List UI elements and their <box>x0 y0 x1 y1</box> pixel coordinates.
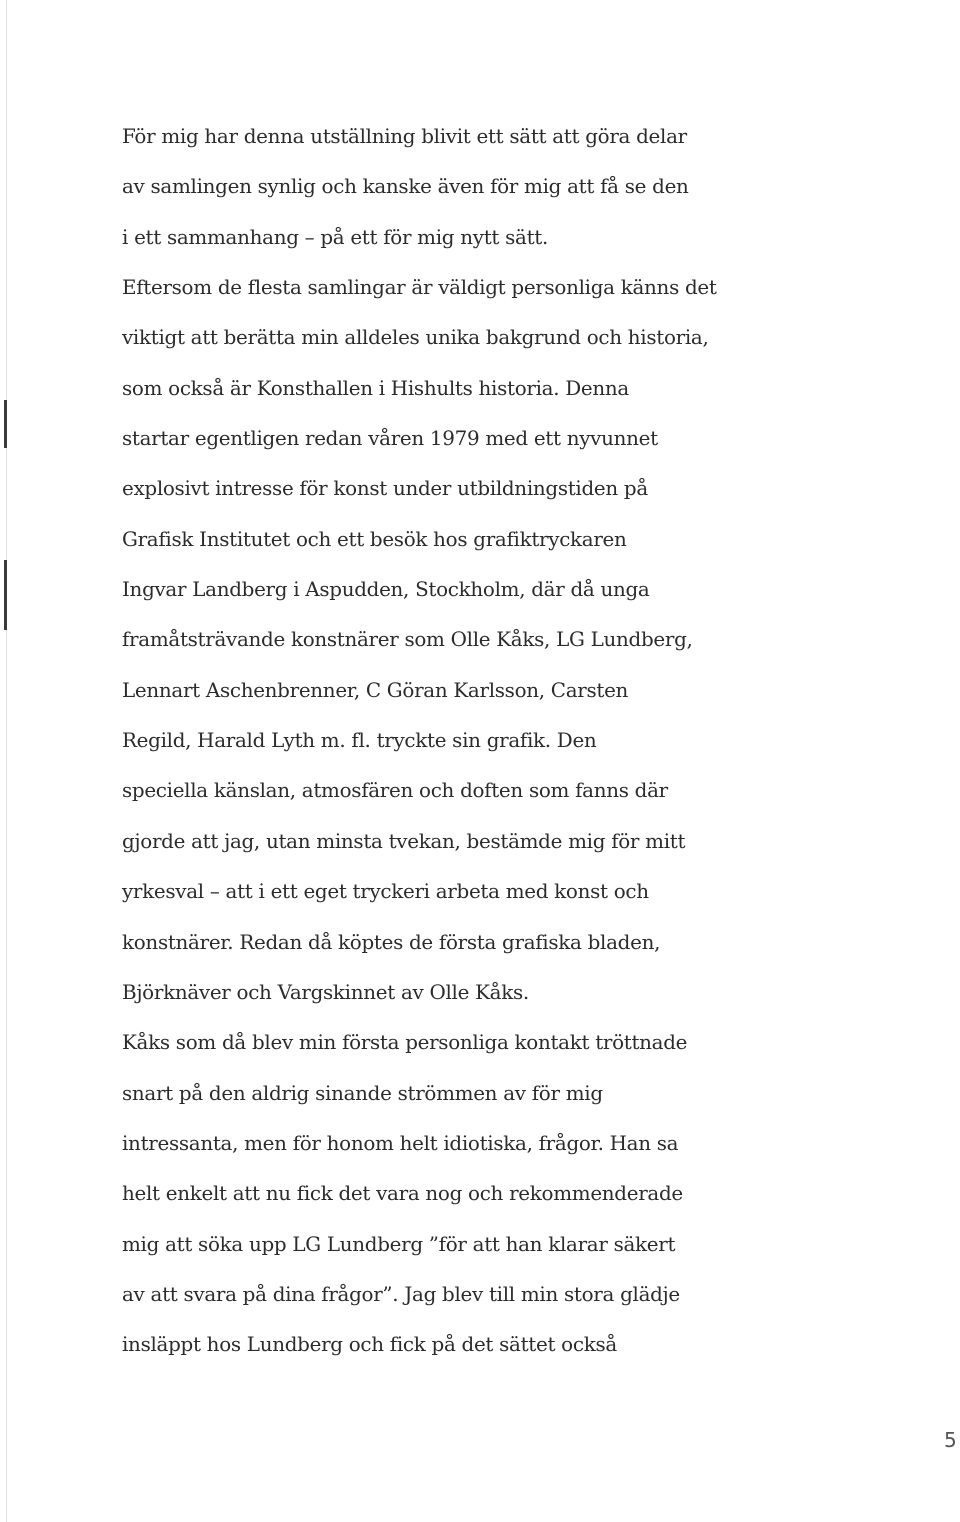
text-line: viktigt att berätta min alldeles unika bakgrund och historia, <box>122 326 709 350</box>
text-line: snart på den aldrig sinande strömmen av för mig <box>122 1081 603 1105</box>
text-line: mig att söka upp LG Lundberg ”för att han klarar säkert <box>122 1232 676 1256</box>
page-edge-line <box>6 0 7 1522</box>
text-line: yrkesval – att i ett eget tryckeri arbeta med konst och <box>122 880 649 904</box>
text-line: Lennart Aschenbrenner, C Göran Karlsson, Carsten <box>122 678 629 702</box>
text-line: Regild, Harald Lyth m. fl. tryckte sin grafik. Den <box>122 729 597 753</box>
page-number: 5 <box>944 1428 957 1452</box>
body-text <box>122 112 960 1371</box>
text-line: av att svara på dina frågor”. Jag blev till min stora glädje <box>122 1282 680 1306</box>
text-line: konstnärer. Redan då köptes de första grafiska bladen, <box>122 930 661 954</box>
page-edge-mark <box>4 400 7 448</box>
text-line: Ingvar Landberg i Aspudden, Stockholm, där då unga <box>122 578 650 602</box>
text-line: Eftersom de flesta samlingar är väldigt personliga känns det <box>122 276 717 300</box>
text-line: helt enkelt att nu fick det vara nog och rekommenderade <box>122 1182 683 1206</box>
text-line: För mig har denna utställning blivit ett sätt att göra delar <box>122 125 687 148</box>
page-edge-mark <box>4 560 7 630</box>
text-line: intressanta, men för honom helt idiotiska, frågor. Han sa <box>122 1131 679 1155</box>
text-line: explosivt intresse för konst under utbildningstiden på <box>122 477 648 501</box>
text-line: Grafisk Institutet och ett besök hos grafiktryckaren <box>122 527 627 551</box>
text-line: Björknäver och Vargskinnet av Olle Kåks. <box>122 980 529 1004</box>
text-line: i ett sammanhang – på ett för mig nytt sätt. <box>122 225 548 249</box>
text-line: speciella känslan, atmosfären och doften som fanns där <box>122 779 668 803</box>
text-line: startar egentligen redan våren 1979 med ett nyvunnet <box>122 427 658 451</box>
text-line: Kåks som då blev min första personliga kontakt tröttnade <box>122 1031 688 1055</box>
text-line: gjorde att jag, utan minsta tvekan, bestämde mig för mitt <box>122 829 686 853</box>
text-line: insläppt hos Lundberg och fick på det sättet också <box>122 1333 617 1357</box>
text-line: framåtsträvande konstnärer som Olle Kåks, LG Lundberg, <box>122 628 693 652</box>
text-line: av samlingen synlig och kanske även för mig att få se den <box>122 175 689 199</box>
text-line: som också är Konsthallen i Hishults historia. Denna <box>122 376 629 400</box>
